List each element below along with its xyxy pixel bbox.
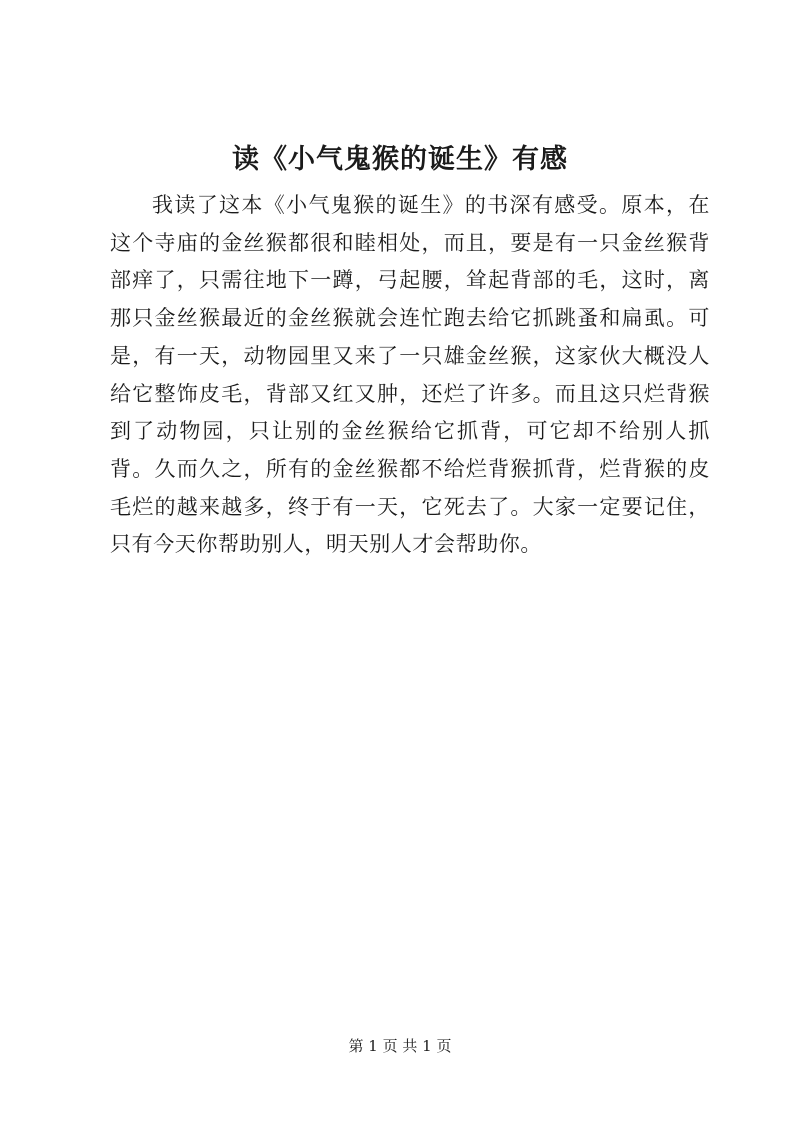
page-footer: 第 1 页 共 1 页	[348, 1037, 452, 1055]
document-title: 读《小气鬼猴的诞生》有感	[232, 144, 568, 175]
body-paragraph: 我读了这本《小气鬼猴的诞生》的书深有感受。原本，在这个寺庙的金丝猴都很和睦相处，而且，要是有一只金丝猴背部痒了，只需往地下一蹲，弓起腰，耸起背部的毛，这时，离那只金丝猴最近的金丝猴就会连忙跑去给它抓跳蚤和扁虱。可是，有一天，动物园里又来了一只雄金丝猴，这家伙大概没人给它整饰皮毛，背部又红又肿，还烂了许多。而且这只烂背猴到了动物园，只让别的金丝猴给它抓背，可它却不给别人抓背。久而久之，所有的金丝猴都不给烂背猴抓背，烂背猴的皮毛烂的越来越多，终于有一天，它死去了。大家一定要记住，只有今天你帮助别人，明天别人才会帮助你。	[110, 193, 710, 557]
